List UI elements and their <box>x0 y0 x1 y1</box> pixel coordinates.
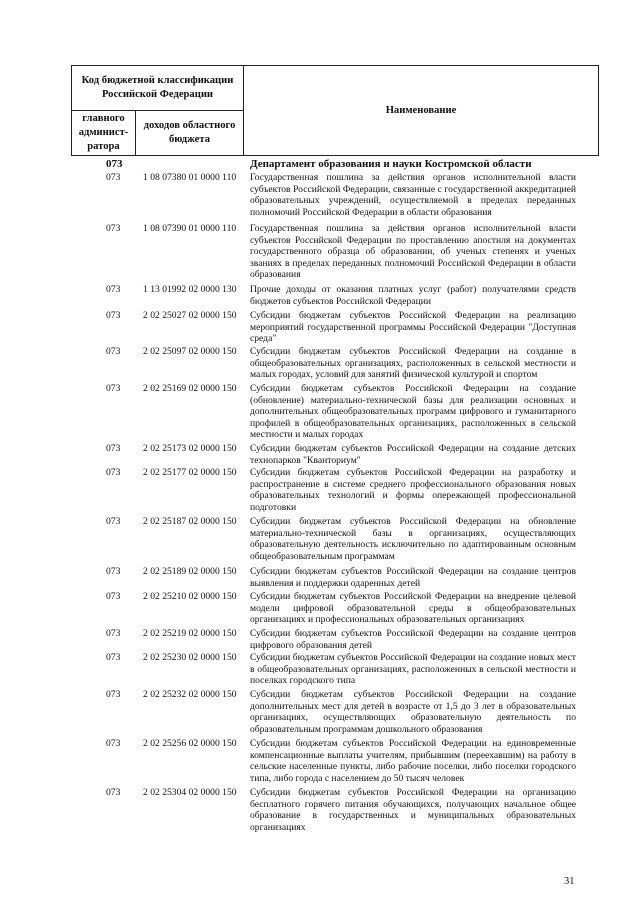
department-code: 073 <box>106 158 123 170</box>
row-admin-code: 073 <box>106 738 121 749</box>
row-admin-code: 073 <box>106 787 121 798</box>
row-name: Субсидии бюджетам субъектов Российской Федерации на создание новых мест в общеобразовательных организациях, расположенных в сельской местности и поселках городского типа <box>250 652 576 686</box>
row-income-code: 2 02 25304 02 0000 150 <box>143 787 237 798</box>
row-name: Субсидии бюджетам субъектов Российской Федерации на обновление материально-технической базы в организациях, осуществляющих образовательную деятельность исключительно по адаптированным основным общеобразовательным программам <box>250 516 576 562</box>
row-income-code: 2 02 25169 02 0000 150 <box>143 383 237 394</box>
department-title: Департамент образования и науки Костромской области <box>250 158 532 170</box>
row-income-code: 2 02 25256 02 0000 150 <box>143 738 237 749</box>
row-admin-code: 073 <box>106 516 121 527</box>
row-admin-code: 073 <box>106 383 121 394</box>
row-admin-code: 073 <box>106 284 121 295</box>
row-admin-code: 073 <box>106 310 121 321</box>
row-income-code: 2 02 25210 02 0000 150 <box>143 591 237 602</box>
row-name: Субсидии бюджетам субъектов Российской Федерации на создание центров цифрового образования детей <box>250 628 576 651</box>
row-admin-code: 073 <box>106 346 121 357</box>
row-income-code: 2 02 25187 02 0000 150 <box>143 516 237 527</box>
row-admin-code: 073 <box>106 591 121 602</box>
row-name: Субсидии бюджетам субъектов Российской Федерации на создание (обновление) материально-технической базы для реализации основных и дополнительных общеобразовательных программ цифрового и гуманитарного профилей в общеобразовательных организациях, расположенных в сельской местности и малых городах <box>250 383 576 440</box>
row-name: Государственная пошлина за действия органов исполнительной власти субъектов Российской Федерации, связанные с государственной аккредитацией образовательных учреждений, осуществляемой в пределах переданных полномочий Российской Федерации в области образования <box>250 172 576 218</box>
row-admin-code: 073 <box>106 689 121 700</box>
row-name: Прочие доходы от оказания платных услуг (работ) получателями средств бюджетов субъектов Российской Федерации <box>250 284 576 307</box>
row-income-code: 2 02 25219 02 0000 150 <box>143 628 237 639</box>
row-admin-code: 073 <box>106 628 121 639</box>
row-income-code: 2 02 25230 02 0000 150 <box>143 652 237 663</box>
row-income-code: 2 02 25232 02 0000 150 <box>143 689 237 700</box>
row-name: Субсидии бюджетам субъектов Российской Федерации на внедрение целевой модели цифровой образовательной среды в общеобразовательных организациях и профессиональных образовательных организациях <box>250 591 576 625</box>
budget-code-group-header: Код бюджетной классификации Российской Федерации <box>72 66 244 111</box>
row-admin-code: 073 <box>106 467 121 478</box>
row-admin-code: 073 <box>106 566 121 577</box>
row-name: Государственная пошлина за действия органов исполнительной власти субъектов Российской Федерации по проставлению апостиля на документах государственного образца об образовании, об ученых степенях и ученых званиях в пределах переданных полномочий Российской Федерации в области образования <box>250 223 576 280</box>
page-number: 31 <box>564 876 575 887</box>
row-income-code: 2 02 25097 02 0000 150 <box>143 346 237 357</box>
income-column-header: доходов областного бюджета <box>136 111 244 156</box>
row-admin-code: 073 <box>106 443 121 454</box>
row-income-code: 2 02 25189 02 0000 150 <box>143 566 237 577</box>
row-income-code: 2 02 25173 02 0000 150 <box>143 443 237 454</box>
admin-column-header: главного админист-ратора <box>72 111 136 156</box>
row-name: Субсидии бюджетам субъектов Российской Федерации на создание в общеобразовательных организациях, расположенных в сельской местности и малых городах, условий для занятий физической культурой и спортом <box>250 346 576 380</box>
row-name: Субсидии бюджетам субъектов Российской Федерации на организацию бесплатного горячего питания обучающихся, получающих начальное общее образование в государственных и муниципальных образовательных организациях <box>250 787 576 833</box>
row-income-code: 1 08 07380 01 0000 110 <box>143 172 237 183</box>
classification-header-table <box>71 65 599 156</box>
row-admin-code: 073 <box>106 172 121 183</box>
row-name: Субсидии бюджетам субъектов Российской Федерации на единовременные компенсационные выплаты учителям, прибывшим (переехавшим) на работу в сельские населенные пункты, либо рабочие поселки, либо поселки городского типа, либо города с населением до 50 тысяч человек <box>250 738 576 784</box>
row-name: Субсидии бюджетам субъектов Российской Федерации на создание центров выявления и поддержки одаренных детей <box>250 566 576 589</box>
row-income-code: 1 13 01992 02 0000 130 <box>143 284 237 295</box>
row-admin-code: 073 <box>106 223 121 234</box>
row-name: Субсидии бюджетам субъектов Российской Федерации на создание детских технопарков "Кванториум" <box>250 443 576 466</box>
row-income-code: 1 08 07390 01 0000 110 <box>143 223 237 234</box>
name-column-header: Наименование <box>244 66 599 156</box>
row-name: Субсидии бюджетам субъектов Российской Федерации на реализацию мероприятий государственной программы Российской Федерации "Доступная среда" <box>250 310 576 344</box>
row-name: Субсидии бюджетам субъектов Российской Федерации на разработку и распространение в системе среднего профессионального образования новых образовательных технологий и формы опережающей профессиональной подготовки <box>250 467 576 513</box>
row-income-code: 2 02 25177 02 0000 150 <box>143 467 237 478</box>
row-income-code: 2 02 25027 02 0000 150 <box>143 310 237 321</box>
row-admin-code: 073 <box>106 652 121 663</box>
row-name: Субсидии бюджетам субъектов Российской Федерации на создание дополнительных мест для детей в возрасте от 1,5 до 3 лет в образовательных организациях, осуществляющих образовательную деятельность по образовательным программам дошкольного образования <box>250 689 576 735</box>
